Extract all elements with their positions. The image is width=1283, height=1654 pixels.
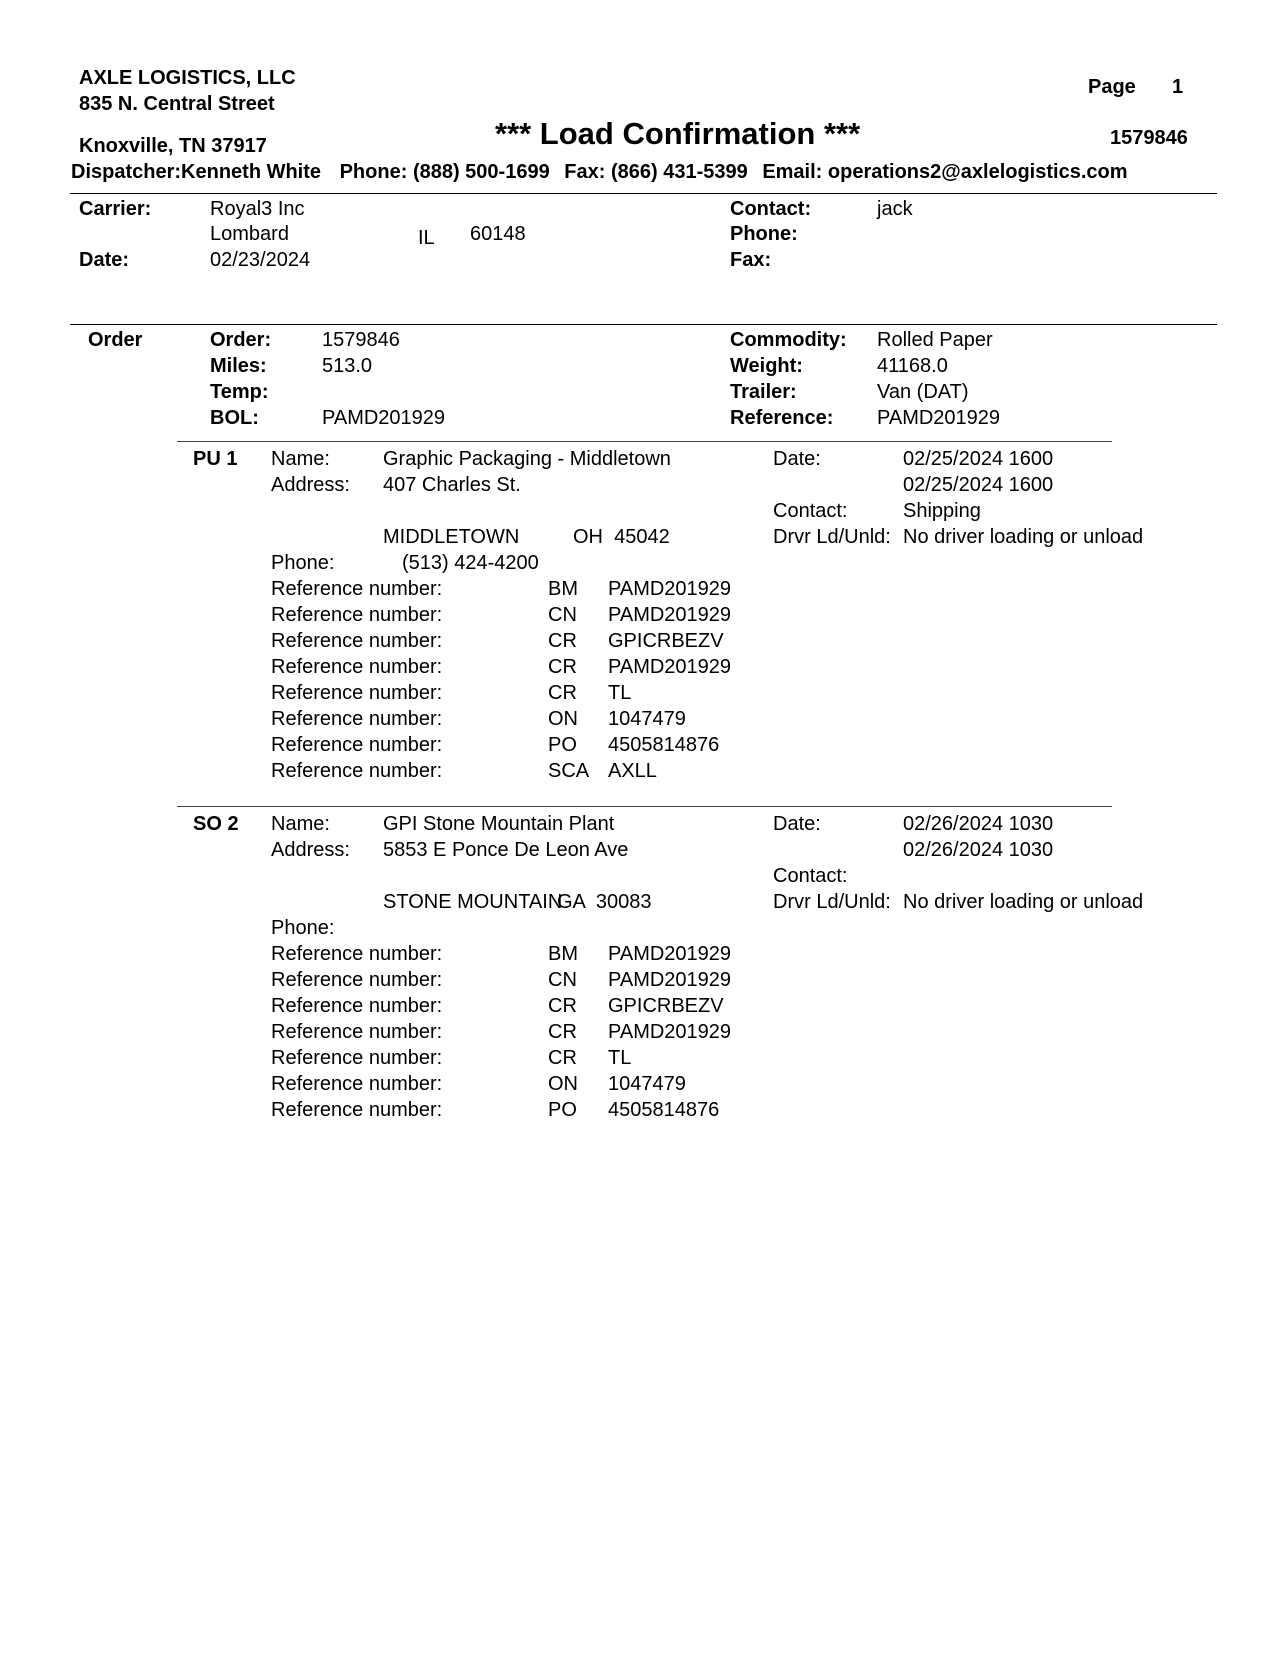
ref-label: Reference number: [271, 995, 443, 1017]
stop2-divider [177, 806, 1112, 807]
stop-city: MIDDLETOWN [383, 526, 520, 548]
ref-value: GPICRBEZV [608, 630, 724, 652]
ref-value: PAMD201929 [608, 1021, 732, 1043]
carrier-phone-label: Phone: [730, 223, 798, 245]
ref-label: Reference number: [271, 969, 443, 991]
ref-code: CR [548, 630, 577, 652]
weight-label: Weight: [730, 355, 803, 377]
carrier-contact: jack [877, 198, 913, 220]
ref-label: Reference number: [271, 1099, 443, 1121]
carrier-date: 02/23/2024 [210, 249, 311, 271]
header-divider [70, 193, 1217, 194]
dispatch-email-label: Email: [762, 161, 823, 183]
bol-value: PAMD201929 [322, 407, 446, 429]
stop-name-label: Name: [271, 448, 330, 470]
ref-code: PO [548, 734, 577, 756]
stop-address: 407 Charles St. [383, 474, 521, 496]
ref-code: CR [548, 995, 577, 1017]
ref-code: BM [548, 943, 578, 965]
dispatch-phone: (888) 500-1699 [412, 161, 550, 183]
ref-label: Reference number: [271, 1073, 443, 1095]
ref-value: 4505814876 [608, 1099, 720, 1121]
dispatch-fax-label: Fax: [564, 161, 606, 183]
stop-name: GPI Stone Mountain Plant [383, 813, 615, 835]
carrier-name: Royal3 Inc [210, 198, 305, 220]
ref-code: CN [548, 604, 577, 626]
carrier-fax-label: Fax: [730, 249, 772, 271]
ref-value: 1047479 [608, 1073, 686, 1095]
ref-code: BM [548, 578, 578, 600]
ref-label: Reference number: [271, 1047, 443, 1069]
reference-value: PAMD201929 [877, 407, 1001, 429]
miles-value: 513.0 [322, 355, 373, 377]
temp-label: Temp: [210, 381, 269, 403]
ref-code: CR [548, 1047, 577, 1069]
stop-drvr-label: Drvr Ld/Unld: [773, 891, 891, 913]
ref-label: Reference number: [271, 734, 443, 756]
ref-code: SCA [548, 760, 590, 782]
ref-label: Reference number: [271, 943, 443, 965]
stop-date-1: 02/26/2024 1030 [903, 813, 1054, 835]
document-title: *** Load Confirmation *** [495, 116, 861, 151]
ref-code: ON [548, 1073, 578, 1095]
ref-value: TL [608, 682, 632, 704]
ref-code: CN [548, 969, 577, 991]
stop-contact: Shipping [903, 500, 981, 522]
stop-code: PU 1 [193, 448, 238, 470]
stop-phone-label: Phone: [271, 552, 335, 574]
stop-date-1: 02/25/2024 1600 [903, 448, 1054, 470]
ref-value: PAMD201929 [608, 578, 732, 600]
stop-phone-label: Phone: [271, 917, 335, 939]
company-street: 835 N. Central Street [79, 93, 275, 115]
ref-label: Reference number: [271, 682, 443, 704]
order-label: Order: [210, 329, 272, 351]
stop-name: Graphic Packaging - Middletown [383, 448, 671, 470]
dispatch-email: operations2@axlelogistics.com [827, 161, 1128, 183]
company-name: AXLE LOGISTICS, LLC [79, 67, 296, 89]
trailer-value: Van (DAT) [877, 381, 969, 403]
ref-value: 1047479 [608, 708, 686, 730]
dispatch-fax: (866) 431-5399 [610, 161, 748, 183]
stop-drvr: No driver loading or unload [903, 526, 1144, 548]
ref-label: Reference number: [271, 604, 443, 626]
ref-code: ON [548, 708, 578, 730]
dispatcher-name: Kenneth White [181, 161, 322, 183]
ref-code: CR [548, 682, 577, 704]
ref-value: 4505814876 [608, 734, 720, 756]
page-number: 1 [1172, 76, 1184, 98]
page-label: Page [1088, 76, 1136, 98]
ref-value: PAMD201929 [608, 969, 732, 991]
ref-value: TL [608, 1047, 632, 1069]
dispatch-line [71, 161, 1128, 184]
ref-value: PAMD201929 [608, 943, 732, 965]
stop-phone: (513) 424-4200 [402, 552, 539, 574]
ref-value: GPICRBEZV [608, 995, 724, 1017]
ref-code: CR [548, 1021, 577, 1043]
ref-code: PO [548, 1099, 577, 1121]
stop-date-label: Date: [773, 813, 821, 835]
company-city: Knoxville, TN 37917 [79, 135, 267, 157]
weight-value: 41168.0 [877, 355, 948, 377]
ref-code: CR [548, 656, 577, 678]
ref-value: PAMD201929 [608, 604, 732, 626]
trailer-label: Trailer: [730, 381, 797, 403]
carrier-contact-label: Contact: [730, 198, 812, 220]
order-section-label: Order [88, 329, 143, 351]
document-number: 1579846 [1110, 127, 1188, 149]
commodity-value: Rolled Paper [877, 329, 993, 351]
carrier-zip: 60148 [470, 223, 526, 245]
stop-date-label: Date: [773, 448, 821, 470]
dispatch-phone-label: Phone: [339, 161, 408, 183]
stop-contact-label: Contact: [773, 500, 848, 522]
ref-label: Reference number: [271, 578, 443, 600]
stop-code: SO 2 [193, 813, 239, 835]
stop-address: 5853 E Ponce De Leon Ave [383, 839, 629, 861]
ref-label: Reference number: [271, 1021, 443, 1043]
miles-label: Miles: [210, 355, 267, 377]
ref-label: Reference number: [271, 708, 443, 730]
stop-drvr-label: Drvr Ld/Unld: [773, 526, 891, 548]
stop-state-zip: OH 45042 [573, 526, 670, 548]
ref-label: Reference number: [271, 760, 443, 782]
ref-value: PAMD201929 [608, 656, 732, 678]
ref-value: AXLL [608, 760, 657, 782]
carrier-city: Lombard [210, 223, 289, 245]
stop-drvr: No driver loading or unload [903, 891, 1144, 913]
stop-address-label: Address: [271, 839, 350, 861]
order-divider [70, 324, 1217, 325]
stop1-divider [177, 441, 1112, 442]
order-number: 1579846 [322, 329, 400, 351]
stop-address-label: Address: [271, 474, 350, 496]
stop-city: STONE MOUNTAIN [383, 891, 563, 913]
date-label: Date: [79, 249, 130, 271]
stop-date-2: 02/25/2024 1600 [903, 474, 1054, 496]
carrier-label: Carrier: [79, 198, 152, 220]
stop-contact-label: Contact: [773, 865, 848, 887]
stop-state-zip: GA 30083 [557, 891, 652, 913]
commodity-label: Commodity: [730, 329, 847, 351]
dispatcher-label: Dispatcher: [71, 161, 182, 183]
bol-label: BOL: [210, 407, 259, 429]
stop-date-2: 02/26/2024 1030 [903, 839, 1054, 861]
ref-label: Reference number: [271, 630, 443, 652]
ref-label: Reference number: [271, 656, 443, 678]
reference-label: Reference: [730, 407, 834, 429]
carrier-state: IL [418, 227, 435, 249]
stop-name-label: Name: [271, 813, 330, 835]
